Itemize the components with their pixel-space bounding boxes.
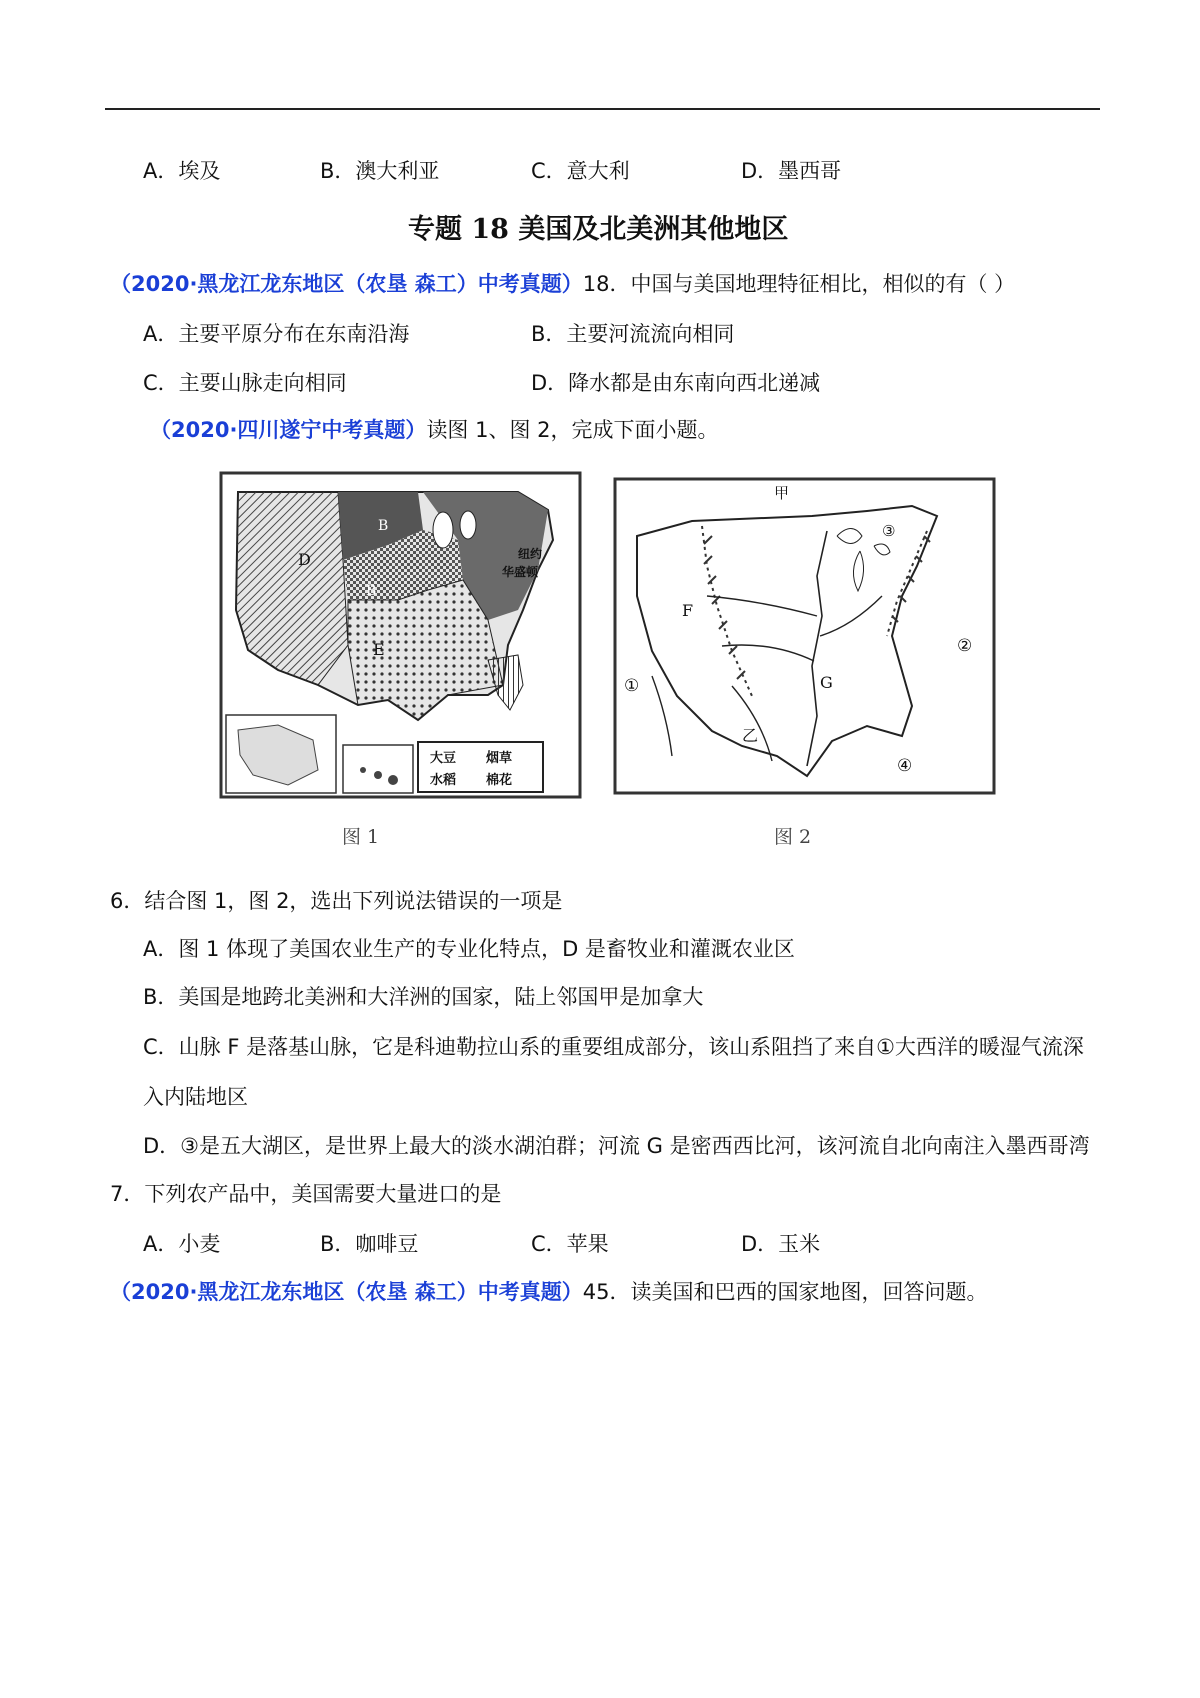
fig2-label-g: G xyxy=(820,673,833,692)
fig2-label-f: F xyxy=(682,601,694,620)
legend-soy: 大豆 xyxy=(430,751,457,766)
figure-1-caption: 图 1 xyxy=(342,826,380,848)
group-line xyxy=(150,414,719,444)
figure-1-map xyxy=(218,470,583,800)
fig2-label-circle4: ④ xyxy=(897,756,913,776)
figure-2-map xyxy=(612,476,997,796)
fig1-label-d: D xyxy=(298,550,311,569)
legend-cotton: 棉花 xyxy=(486,773,513,788)
group-source: （2020·四川遂宁中考真题） xyxy=(150,418,427,442)
q45-source: （2020·黑龙江龙东地区（农垦 森工）中考真题） xyxy=(110,1280,583,1304)
q6-option-a: A．图 1 体现了美国农业生产的专业化特点，D 是畜牧业和灌溉农业区 xyxy=(143,937,795,961)
fig1-label-newyork: 纽约 xyxy=(518,547,543,561)
q6-stem: 6．结合图 1，图 2，选出下列说法错误的一项是 xyxy=(110,889,563,913)
q6-option-b: B．美国是地跨北美洲和大洋洲的国家，陆上邻国甲是加拿大 xyxy=(143,985,704,1009)
q18-option-a: A．主要平原分布在东南沿海 xyxy=(143,322,410,346)
q7-option-d: D．玉米 xyxy=(741,1232,821,1256)
q6-option-d: D．③是五大湖区，是世界上最大的淡水湖泊群；河流 G 是密西西比河，该河流自北向南注入墨西哥湾 xyxy=(143,1134,1090,1158)
q7-option-c: C．苹果 xyxy=(531,1232,609,1256)
q45-line xyxy=(110,1276,987,1306)
q18-line xyxy=(110,268,1015,298)
option-b: B．澳大利亚 xyxy=(320,159,440,183)
q6-option-c-cont: 入内陆地区 xyxy=(143,1085,248,1109)
q7-stem: 7．下列农产品中，美国需要大量进口的是 xyxy=(110,1182,502,1206)
fig2-label-circle1: ① xyxy=(624,676,640,696)
fig2-label-yi: 乙 xyxy=(742,726,759,745)
q7-option-a: A．小麦 xyxy=(143,1232,221,1256)
fig1-label-e: E xyxy=(373,640,385,659)
fig1-label-b2: B xyxy=(366,583,377,599)
fig2-label-circle2: ② xyxy=(957,636,973,656)
figure-2-caption: 图 2 xyxy=(774,826,812,848)
q7-option-b: B．咖啡豆 xyxy=(320,1232,419,1256)
fig2-label-jia: 甲 xyxy=(774,484,790,502)
q45-stem: 45．读美国和巴西的国家地图，回答问题。 xyxy=(582,1280,988,1304)
q6-option-c: C．山脉 F 是落基山脉，它是科迪勒拉山系的重要组成部分，该山系阻挡了来自①大西洋的暖湿气流深 xyxy=(143,1035,1084,1059)
q18-option-b: B．主要河流流向相同 xyxy=(531,322,735,346)
fig1-label-washington: 华盛顿 xyxy=(502,565,539,579)
legend-rice: 水稻 xyxy=(430,773,457,788)
group-stem: 读图 1、图 2，完成下面小题。 xyxy=(426,418,719,442)
q18-source: （2020·黑龙江龙东地区（农垦 森工）中考真题） xyxy=(110,272,583,296)
q18-stem: 18．中国与美国地理特征相比，相似的有（ ） xyxy=(582,272,1016,296)
q18-option-c: C．主要山脉走向相同 xyxy=(143,371,347,395)
section-title: 专题 18 美国及北美洲其他地区 xyxy=(408,214,789,245)
option-c: C．意大利 xyxy=(531,159,630,183)
header-rule xyxy=(105,108,1100,110)
option-a: A．埃及 xyxy=(143,159,221,183)
option-d: D．墨西哥 xyxy=(741,159,842,183)
fig1-label-b1: B xyxy=(378,518,389,534)
fig2-label-circle3: ③ xyxy=(882,522,896,540)
legend-tobacco: 烟草 xyxy=(486,751,513,766)
q18-option-d: D．降水都是由东南向西北递减 xyxy=(531,371,821,395)
